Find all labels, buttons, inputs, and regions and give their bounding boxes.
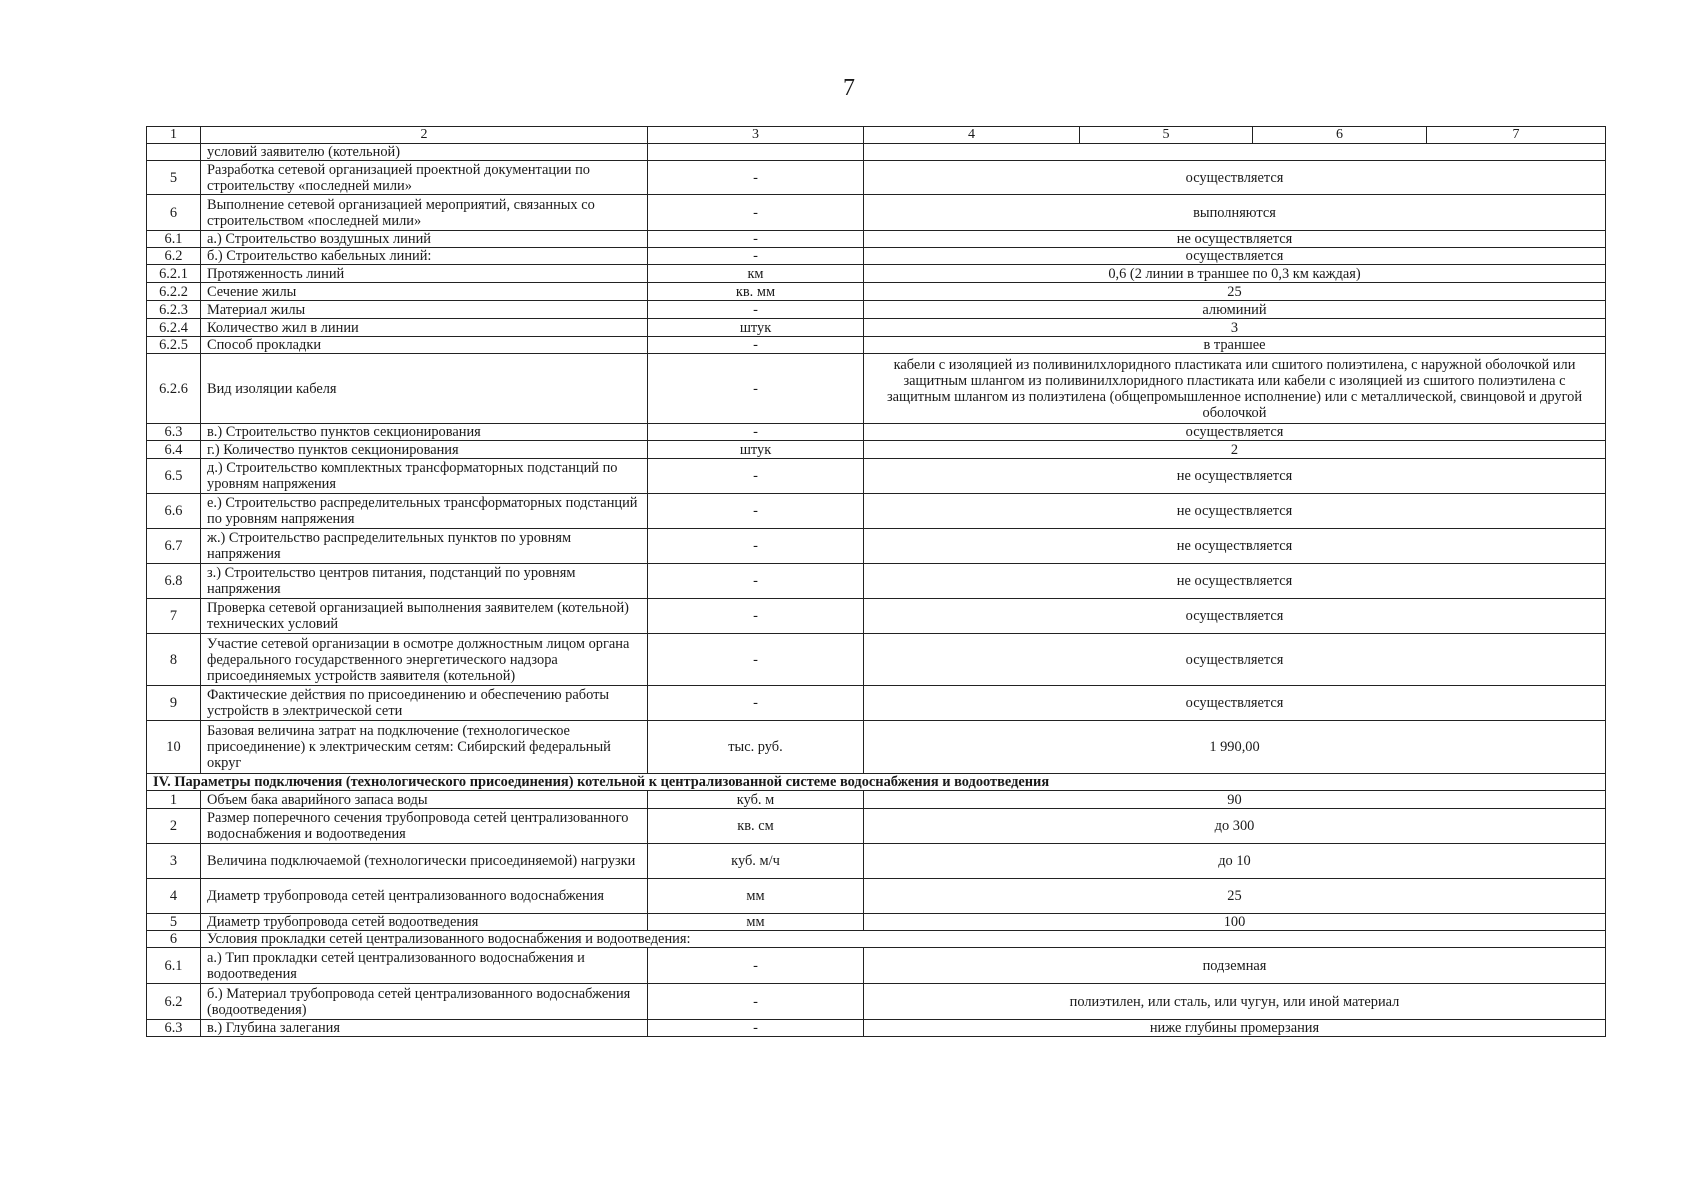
table-row <box>147 283 1606 301</box>
header-col-6: 6 <box>1253 127 1427 144</box>
table-row <box>147 984 1606 1020</box>
row-number: 5 <box>147 161 201 195</box>
row-number: 6.2.2 <box>147 283 201 301</box>
table-row <box>147 441 1606 459</box>
row-unit: - <box>648 948 864 984</box>
row-number: 8 <box>147 634 201 686</box>
row-unit: - <box>648 248 864 265</box>
row-number: 6.1 <box>147 948 201 984</box>
row-text: Величина подключаемой (технологически присоединяемой) нагрузки <box>201 844 648 879</box>
row-unit: мм <box>648 914 864 931</box>
row-unit: - <box>648 494 864 529</box>
table-row <box>147 319 1606 337</box>
table-row <box>147 529 1606 564</box>
row-number: 9 <box>147 686 201 721</box>
row-value: до 300 <box>864 809 1606 844</box>
row-value: осуществляется <box>864 599 1606 634</box>
table-row <box>147 494 1606 529</box>
row-text: в.) Глубина залегания <box>201 1020 648 1037</box>
row-text: условий заявителю (котельной) <box>201 144 648 161</box>
row-value: не осуществляется <box>864 529 1606 564</box>
row-value: 90 <box>864 791 1606 809</box>
row-text: б.) Строительство кабельных линий: <box>201 248 648 265</box>
row-number: 1 <box>147 791 201 809</box>
table-row <box>147 948 1606 984</box>
row-unit: кв. см <box>648 809 864 844</box>
row-number: 10 <box>147 721 201 774</box>
row-number: 6.7 <box>147 529 201 564</box>
row-text: Объем бака аварийного запаса воды <box>201 791 648 809</box>
table-row <box>147 231 1606 248</box>
row-number <box>147 144 201 161</box>
table-row <box>147 248 1606 265</box>
row-unit: км <box>648 265 864 283</box>
row-number: 3 <box>147 844 201 879</box>
row-number: 6.2.4 <box>147 319 201 337</box>
table-row <box>147 686 1606 721</box>
table-row <box>147 424 1606 441</box>
row-text: Протяженность линий <box>201 265 648 283</box>
row-text: з.) Строительство центров питания, подстанций по уровням напряжения <box>201 564 648 599</box>
row-unit: штук <box>648 319 864 337</box>
header-col-7: 7 <box>1427 127 1606 144</box>
table-row <box>147 301 1606 319</box>
row-text: г.) Количество пунктов секционирования <box>201 441 648 459</box>
table-row <box>147 564 1606 599</box>
row-number: 6.3 <box>147 424 201 441</box>
row-text: е.) Строительство распределительных трансформаторных подстанций по уровням напряжения <box>201 494 648 529</box>
table-row <box>147 599 1606 634</box>
row-number: 6 <box>147 931 201 948</box>
row-number: 6.6 <box>147 494 201 529</box>
row-number: 7 <box>147 599 201 634</box>
row-text: Сечение жилы <box>201 283 648 301</box>
row-unit: - <box>648 337 864 354</box>
row-text: Разработка сетевой организацией проектной документации по строительству «последней мили» <box>201 161 648 195</box>
row-unit: - <box>648 984 864 1020</box>
row-value <box>864 144 1606 161</box>
row-text: Диаметр трубопровода сетей централизованного водоснабжения <box>201 879 648 914</box>
row-unit: - <box>648 564 864 599</box>
row-value: ниже глубины промерзания <box>864 1020 1606 1037</box>
table-row <box>147 265 1606 283</box>
table-row <box>147 161 1606 195</box>
row-text: Участие сетевой организации в осмотре должностным лицом органа федерального государственного энергетического надзора присоединяемых устройств заявителя (котельной) <box>201 634 648 686</box>
row-unit <box>648 144 864 161</box>
table-row <box>147 914 1606 931</box>
row-unit: куб. м <box>648 791 864 809</box>
row-unit: - <box>648 599 864 634</box>
row-number: 5 <box>147 914 201 931</box>
continuation-row <box>147 144 1606 161</box>
row-value: алюминий <box>864 301 1606 319</box>
row-text: Выполнение сетевой организацией мероприятий, связанных со строительством «последней мили» <box>201 195 648 231</box>
conditions-table <box>146 126 1606 1037</box>
row-number: 4 <box>147 879 201 914</box>
row-value: осуществляется <box>864 248 1606 265</box>
row-value: 100 <box>864 914 1606 931</box>
row-number: 6.2.3 <box>147 301 201 319</box>
row-unit: - <box>648 161 864 195</box>
row-value: 3 <box>864 319 1606 337</box>
row-unit: - <box>648 354 864 424</box>
row-value: осуществляется <box>864 686 1606 721</box>
header-col-5: 5 <box>1080 127 1253 144</box>
row-value: осуществляется <box>864 424 1606 441</box>
page-number: 7 <box>843 75 855 101</box>
row-text: ж.) Строительство распределительных пунктов по уровням напряжения <box>201 529 648 564</box>
row-text: Проверка сетевой организацией выполнения заявителем (котельной) технических условий <box>201 599 648 634</box>
row-unit: - <box>648 301 864 319</box>
row-unit: - <box>648 1020 864 1037</box>
row-unit: мм <box>648 879 864 914</box>
row-value: кабели с изоляцией из поливинилхлоридного пластиката или сшитого полиэтилена, с наружной оболочкой или защитным шлангом из поливинилхлоридного пластиката или кабели с изоляцией из сшитого полиэтилена с защитным шлангом из полиэтилена (общепромышленное исполнение) или с металлической, свинцовой и другой оболочкой <box>864 354 1606 424</box>
row-value: осуществляется <box>864 634 1606 686</box>
row-unit: - <box>648 529 864 564</box>
row-value: 0,6 (2 линии в траншее по 0,3 км каждая) <box>864 265 1606 283</box>
header-col-3: 3 <box>648 127 864 144</box>
table-row <box>147 721 1606 774</box>
row-value: выполняются <box>864 195 1606 231</box>
column-number-header-row <box>147 127 1606 144</box>
row-text: Материал жилы <box>201 301 648 319</box>
row-unit: штук <box>648 441 864 459</box>
row-number: 6.8 <box>147 564 201 599</box>
table-row <box>147 879 1606 914</box>
row-text: Размер поперечного сечения трубопровода сетей централизованного водоснабжения и водоотведения <box>201 809 648 844</box>
row-number: 6.2 <box>147 248 201 265</box>
row-text: Вид изоляции кабеля <box>201 354 648 424</box>
row-value: до 10 <box>864 844 1606 879</box>
row-value: полиэтилен, или сталь, или чугун, или иной материал <box>864 984 1606 1020</box>
row-number: 2 <box>147 809 201 844</box>
row-text: Способ прокладки <box>201 337 648 354</box>
row-unit: - <box>648 686 864 721</box>
row-text: Условия прокладки сетей централизованного водоснабжения и водоотведения: <box>201 931 1606 948</box>
row-value: не осуществляется <box>864 231 1606 248</box>
table-row <box>147 809 1606 844</box>
row-text: Количество жил в линии <box>201 319 648 337</box>
row-text: Фактические действия по присоединению и обеспечению работы устройств в электрической сети <box>201 686 648 721</box>
row-unit: кв. мм <box>648 283 864 301</box>
header-col-2: 2 <box>201 127 648 144</box>
row-number: 6.2 <box>147 984 201 1020</box>
row-unit: - <box>648 634 864 686</box>
row-number: 6.5 <box>147 459 201 494</box>
row-text: в.) Строительство пунктов секционирования <box>201 424 648 441</box>
row-value: в траншее <box>864 337 1606 354</box>
row-text: Диаметр трубопровода сетей водоотведения <box>201 914 648 931</box>
row-number: 6 <box>147 195 201 231</box>
row-number: 6.2.1 <box>147 265 201 283</box>
table-row <box>147 337 1606 354</box>
row-number: 6.4 <box>147 441 201 459</box>
row-value: не осуществляется <box>864 459 1606 494</box>
table-row <box>147 195 1606 231</box>
table-row <box>147 931 1606 948</box>
row-value: осуществляется <box>864 161 1606 195</box>
section-iv-title: IV. Параметры подключения (технологического присоединения) котельной к централизованной системе водоснабжения и водоотведения <box>147 774 1606 791</box>
row-unit: тыс. руб. <box>648 721 864 774</box>
row-text: а.) Строительство воздушных линий <box>201 231 648 248</box>
row-text: д.) Строительство комплектных трансформаторных подстанций по уровням напряжения <box>201 459 648 494</box>
table-row <box>147 844 1606 879</box>
section-iv-heading-row <box>147 774 1606 791</box>
table-row <box>147 459 1606 494</box>
row-value: не осуществляется <box>864 564 1606 599</box>
table-row <box>147 354 1606 424</box>
row-value: не осуществляется <box>864 494 1606 529</box>
row-number: 6.3 <box>147 1020 201 1037</box>
row-text: а.) Тип прокладки сетей централизованного водоснабжения и водоотведения <box>201 948 648 984</box>
row-unit: - <box>648 459 864 494</box>
row-unit: - <box>648 424 864 441</box>
row-unit: - <box>648 195 864 231</box>
row-value: 1 990,00 <box>864 721 1606 774</box>
header-col-4: 4 <box>864 127 1080 144</box>
row-value: 25 <box>864 879 1606 914</box>
row-unit: - <box>648 231 864 248</box>
header-col-1: 1 <box>147 127 201 144</box>
table-row <box>147 634 1606 686</box>
row-text: Базовая величина затрат на подключение (технологическое присоединение) к электрическим сетям: Сибирский федеральный округ <box>201 721 648 774</box>
row-value: 25 <box>864 283 1606 301</box>
row-value: подземная <box>864 948 1606 984</box>
row-number: 6.2.6 <box>147 354 201 424</box>
table-row <box>147 1020 1606 1037</box>
row-text: б.) Материал трубопровода сетей централизованного водоснабжения (водоотведения) <box>201 984 648 1020</box>
table-row <box>147 791 1606 809</box>
row-value: 2 <box>864 441 1606 459</box>
row-unit: куб. м/ч <box>648 844 864 879</box>
row-number: 6.1 <box>147 231 201 248</box>
row-number: 6.2.5 <box>147 337 201 354</box>
